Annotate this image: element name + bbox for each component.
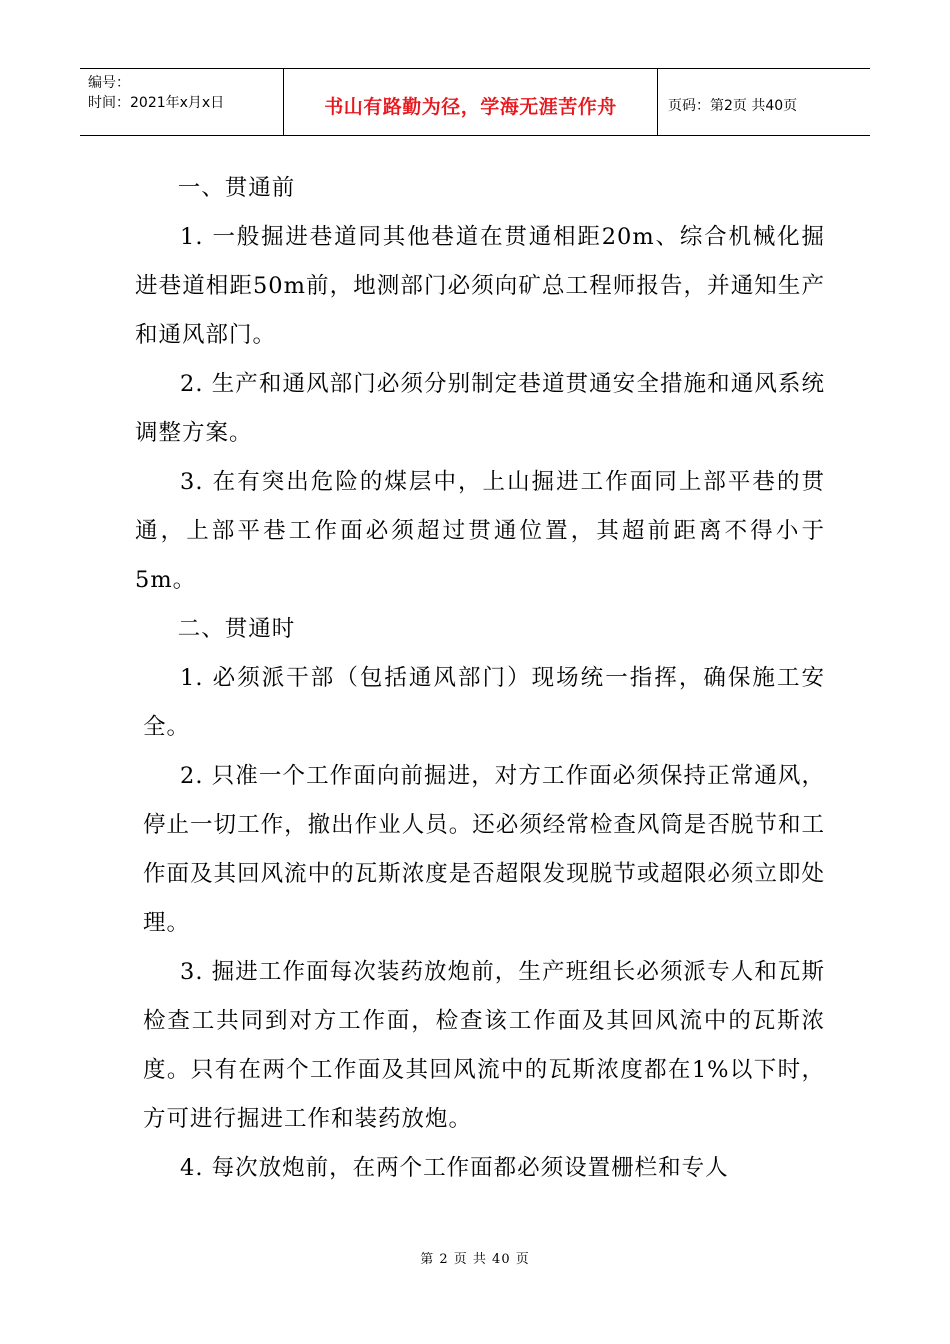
header-motto-cell <box>283 69 658 135</box>
paragraph: 1. 一般掘进巷道同其他巷道在贯通相距20m、综合机械化掘进巷道相距50m前，地测部门必须向矿总工程师报告，并通知生产和通风部门。 <box>135 224 825 348</box>
document-time-label: 时间：2021年x月x日 <box>88 95 225 111</box>
header-meta-cell <box>80 69 283 135</box>
page-footer: 第 2 页 共 40 页 <box>420 1252 530 1267</box>
paragraph: 1. 必须派干部（包括通风部门）现场统一指挥，确保施工安全。 <box>143 665 825 740</box>
paragraph: 2. 生产和通风部门必须分别制定巷道贯通安全措施和通风系统调整方案。 <box>135 371 825 446</box>
section-heading-during: 二、贯通时 <box>177 616 296 642</box>
document-number-label: 编号： <box>88 75 130 91</box>
document-body <box>135 164 825 1193</box>
paragraph: 4. 每次放炮前，在两个工作面都必须设置栅栏和专人 <box>180 1155 729 1181</box>
header-table <box>80 68 870 136</box>
paragraph: 2. 只准一个工作面向前掘进，对方工作面必须保持正常通风，停止一切工作，撤出作业人员。还必须经常检查风筒是否脱节和工作面及其回风流中的瓦斯浓度是否超限发现脱节或超限必须立即处理。 <box>143 763 825 936</box>
header-motto: 书山有路勤为径，学海无涯苦作舟 <box>324 95 617 118</box>
paragraph: 3. 掘进工作面每次装药放炮前，生产班组长必须派专人和瓦斯检查工共同到对方工作面，检查该工作面及其回风流中的瓦斯浓度。只有在两个工作面及其回风流中的瓦斯浓度都在1%以下时，方可进行掘进工作和装药放炮。 <box>143 959 825 1132</box>
paragraph: 3. 在有突出危险的煤层中，上山掘进工作面同上部平巷的贯通，上部平巷工作面必须超过贯通位置，其超前距离不得小于5m。 <box>135 469 825 593</box>
header-page-cell <box>658 69 870 135</box>
section-heading-before: 一、贯通前 <box>177 175 296 201</box>
header-page-info: 页码：第2页 共40页 <box>668 98 798 114</box>
